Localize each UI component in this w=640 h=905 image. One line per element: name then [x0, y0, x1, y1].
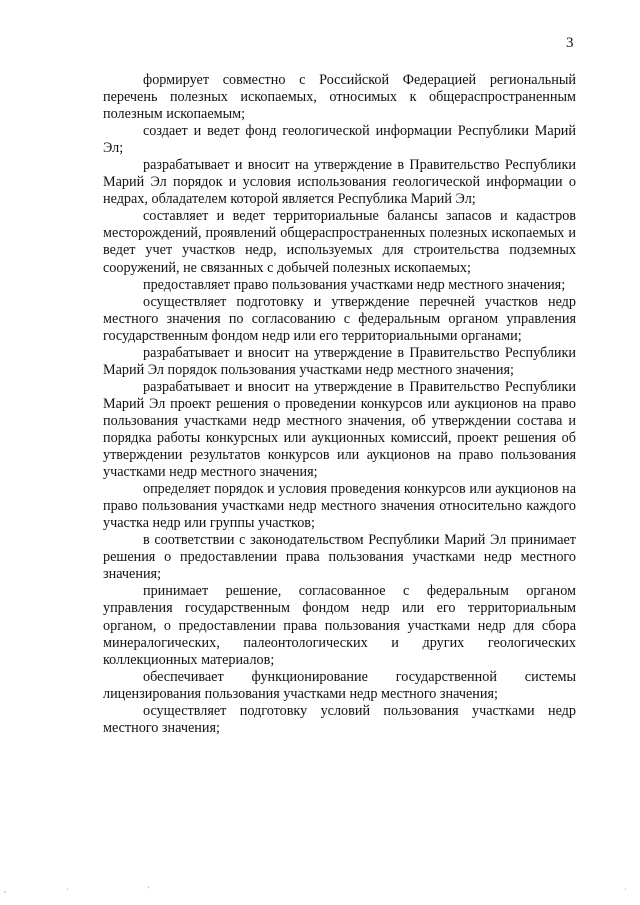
- paragraph: предоставляет право пользования участками недр местного значения;: [143, 276, 566, 293]
- paragraph: обеспечивает функционирование государственной системы лицензирования пользования участками недр местного значения;: [103, 668, 576, 702]
- paragraph: в соответствии с законодательством Республики Марий Эл принимает решения о предоставлении права пользования участками недр местного значения;: [103, 532, 576, 583]
- scan-mark: ,: [4, 885, 6, 894]
- paragraph: принимает решение, согласованное с федеральным органом управления государственным фондом недр или его территориальным органом, о предоставлении права пользования участками недр для сбора минералогических, палеонтологических и других геологических коллекционных материалов;: [103, 583, 576, 668]
- paragraph: разрабатывает и вносит на утверждение в Правительство Республики Марий Эл порядок и условия использования геологической информации о недрах, обладателем которой является Республика Марий Эл;: [103, 157, 576, 208]
- scan-mark: ·: [624, 885, 627, 894]
- paragraph: формирует совместно с Российской Федерацией региональный перечень полезных ископаемых, относимых к общераспространенным полезным ископаемым;: [103, 72, 576, 123]
- paragraph: осуществляет подготовку условий пользования участками недр местного значения;: [103, 702, 576, 736]
- paragraph: определяет порядок и условия проведения конкурсов или аукционов на право пользования участками недр местного значения относительно каждого участка недр или группы участков;: [103, 481, 576, 532]
- paragraph: составляет и ведет территориальные балансы запасов и кадастров месторождений, проявлений общераспространенных полезных ископаемых и ведет учет участков недр, используемых для строительства подземных сооружений, не связанных с добычей полезных ископаемых;: [103, 208, 576, 276]
- paragraph: разрабатывает и вносит на утверждение в Правительство Республики Марий Эл проект решения о проведении конкурсов или аукционов на право пользования участками недр местного значения, об утверждении состава и порядка работы конкурсных или аукционных комиссий, проект решения об утверждении результатов конкурсов или аукционов на право пользования участками недр местного значения;: [103, 378, 576, 481]
- paragraph: создает и ведет фонд геологической информации Республики Марий Эл;: [103, 123, 576, 157]
- scan-mark: ·: [66, 885, 69, 894]
- paragraph: разрабатывает и вносит на утверждение в Правительство Республики Марий Эл порядок пользования участками недр местного значения;: [103, 344, 576, 378]
- scan-mark: ': [148, 885, 150, 894]
- page-number: 3: [566, 35, 574, 51]
- paragraph: осуществляет подготовку и утверждение перечней участков недр местного значения по согласованию с федеральным органом управления государственным фондом недр или его территориальными органами;: [103, 293, 576, 344]
- document-body: [103, 72, 576, 737]
